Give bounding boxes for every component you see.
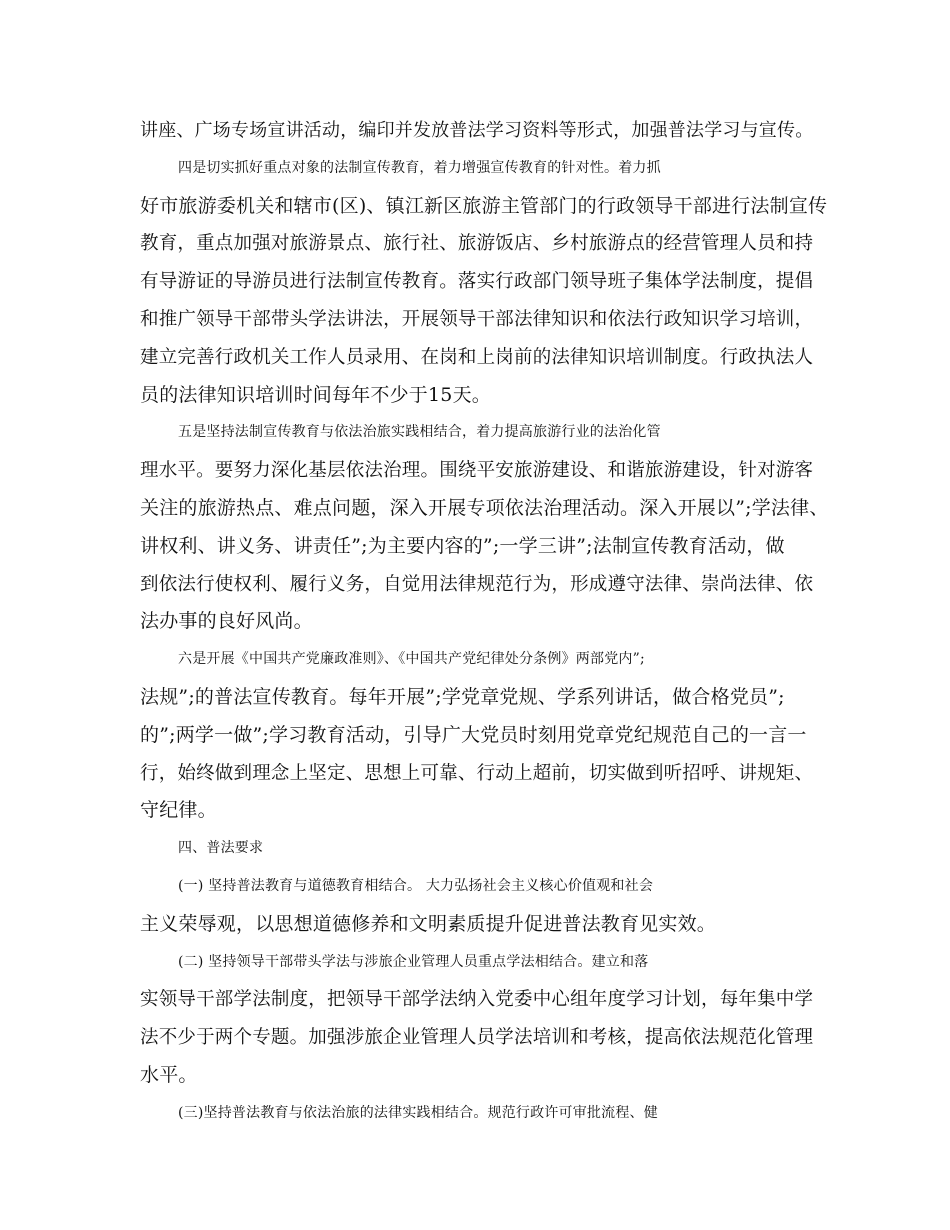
text-line: 主义荣辱观，以思想道德修养和文明素质提升促进普法教育见实效。	[140, 912, 717, 935]
text-line: 法办事的良好风尚。	[140, 610, 313, 633]
section-heading: 四、普法要求	[178, 840, 264, 857]
text-line: 好市旅游委机关和辖市(区)、镇江新区旅游主管部门的行政领导干部进行法制宣传	[140, 194, 828, 217]
document-body	[140, 112, 829, 1133]
text-line: 到依法行使权利、履行义务，自觉用法律规范行为，形成遵守法律、崇尚法律、依	[140, 573, 814, 595]
text-line: 实领导干部学法制度，把领导干部学法纳入党委中心组年度学习计划，每年集中学	[140, 989, 814, 1011]
text-line: 关注的旅游热点、难点问题，深入开展专项依法治理活动。深入开展以”;学法律、	[140, 496, 829, 519]
text-line: 建立完善行政机关工作人员录用、在岗和上岗前的法律知识培训制度。行政执法人	[140, 346, 814, 368]
text-line: 讲权利、讲义务、讲责任”;为主要内容的”;一学三讲”;法制宣传教育活动，做	[140, 534, 785, 557]
text-line: 法不少于两个专题。加强涉旅企业管理人员学法培训和考核，提高依法规范化管理	[140, 1027, 814, 1049]
text-line: 法规”;的普法宣传教育。每年开展”;学党章党规、学系列讲话，做合格党员”;	[140, 685, 785, 708]
text-line: 行，始终做到理念上坚定、思想上可靠、行动上超前，切实做到听招呼、讲规矩、	[140, 762, 814, 784]
text-line: 五是坚持法制宣传教育与依法治旅实践相结合，着力提高旅游行业的法治化管	[178, 424, 661, 441]
text-line: 水平。	[140, 1063, 198, 1086]
text-line: 和推广领导干部带头学法讲法，开展领导干部法律知识和依法行政知识学习培训，	[140, 308, 814, 330]
text-line: (三)坚持普法教育与依法治旅的法律实践相结合。规范行政许可审批流程、健	[178, 1104, 658, 1121]
text-line: 员的法律知识培训时间每年不少于15天。	[140, 383, 491, 406]
text-line: 教育，重点加强对旅游景点、旅行社、旅游饭店、乡村旅游点的经营管理人员和持	[140, 233, 814, 255]
text-line: 六是开展《中国共产党廉政准则》、《中国共产党纪律处分条例》两部党内”;	[178, 651, 645, 668]
text-line: 四是切实抓好重点对象的法制宣传教育，着力增强宣传教育的针对性。着力抓	[178, 159, 661, 176]
text-line: 讲座、广场专场宣讲活动，编印并发放普法学习资料等形式，加强普法学习与宣传。	[140, 120, 814, 141]
text-line: (一) 坚持普法教育与道德教育相结合。 大力弘扬社会主义核心价值观和社会	[178, 877, 654, 894]
text-line: 的”;两学一做”;学习教育活动，引导广大党员时刻用党章党纪规范自己的一言一	[140, 723, 807, 746]
text-line: 有导游证的导游员进行法制宣传教育。落实行政部门领导班子集体学法制度，提倡	[140, 271, 814, 293]
text-line: (二) 坚持领导干部带头学法与涉旅企业管理人员重点学法相结合。建立和落	[178, 953, 649, 970]
text-line: 理水平。要努力深化基层依法治理。围绕平安旅游建设、和谐旅游建设，针对游客	[140, 460, 814, 482]
text-line: 守纪律。	[140, 799, 217, 822]
